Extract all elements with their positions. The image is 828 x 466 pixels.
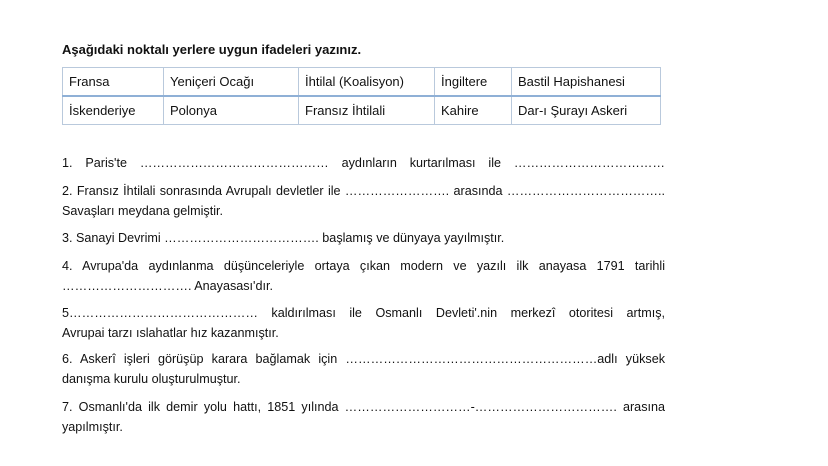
- question-6: [62, 349, 665, 389]
- question-4: [62, 256, 665, 296]
- word-bank-cell: İngiltere: [435, 68, 512, 97]
- question-7: [62, 397, 665, 437]
- question-3: [62, 228, 665, 248]
- question-line: 1. Paris'te ……………………………………… aydınların kurtarılması ile ………………………………: [62, 156, 665, 170]
- question-line: danışma kurulu oluşturulmuştur.: [62, 372, 241, 386]
- question-line: Avrupai tarzı ıslahatlar hız kazanmıştır.: [62, 326, 279, 340]
- question-line: 4. Avrupa'da aydınlanma düşünceleriyle ortaya çıkan modern ve yazılı ilk anayasa 1791 tarihli: [62, 259, 665, 273]
- question-line: 5……………………………………… kaldırılması ile Osmanlı Devleti'.nin merkezî otoritesi artmış,: [62, 306, 665, 320]
- word-bank-cell: İhtilal (Koalisyon): [299, 68, 435, 97]
- question-2: [62, 181, 665, 221]
- question-line: 6. Askerî işleri görüşüp karara bağlamak için ……………………………………………………adlı yüksek: [62, 352, 665, 366]
- question-line: …………………………. Anayasası'dır.: [62, 279, 273, 293]
- word-bank-cell: Kahire: [435, 96, 512, 125]
- word-bank-cell: İskenderiye: [63, 96, 164, 125]
- word-bank-cell: Yeniçeri Ocağı: [164, 68, 299, 97]
- word-bank-cell: Polonya: [164, 96, 299, 125]
- word-bank-cell: Dar-ı Şurayı Askeri: [512, 96, 661, 125]
- word-bank-cell: Fransa: [63, 68, 164, 97]
- question-line: Savaşları meydana gelmiştir.: [62, 204, 223, 218]
- instruction-heading: Aşağıdaki noktalı yerlere uygun ifadeleri yazınız.: [62, 42, 362, 57]
- question-1: [62, 153, 665, 173]
- word-bank-table: [62, 67, 661, 125]
- question-line: 7. Osmanlı'da ilk demir yolu hattı, 1851 yılında …………………………-……………………………. arasına: [62, 400, 665, 414]
- question-line: 3. Sanayi Devrimi ………………………………. başlamış ve dünyaya yayılmıştır.: [62, 231, 505, 245]
- question-line: yapılmıştır.: [62, 420, 123, 434]
- word-bank-row: [63, 96, 661, 125]
- question-5: [62, 303, 665, 343]
- word-bank-cell: Fransız İhtilali: [299, 96, 435, 125]
- question-line: 2. Fransız İhtilali sonrasında Avrupalı devletler ile ……………………. arasında ………………………………..: [62, 184, 665, 198]
- word-bank-cell: Bastil Hapishanesi: [512, 68, 661, 97]
- word-bank-row: [63, 68, 661, 97]
